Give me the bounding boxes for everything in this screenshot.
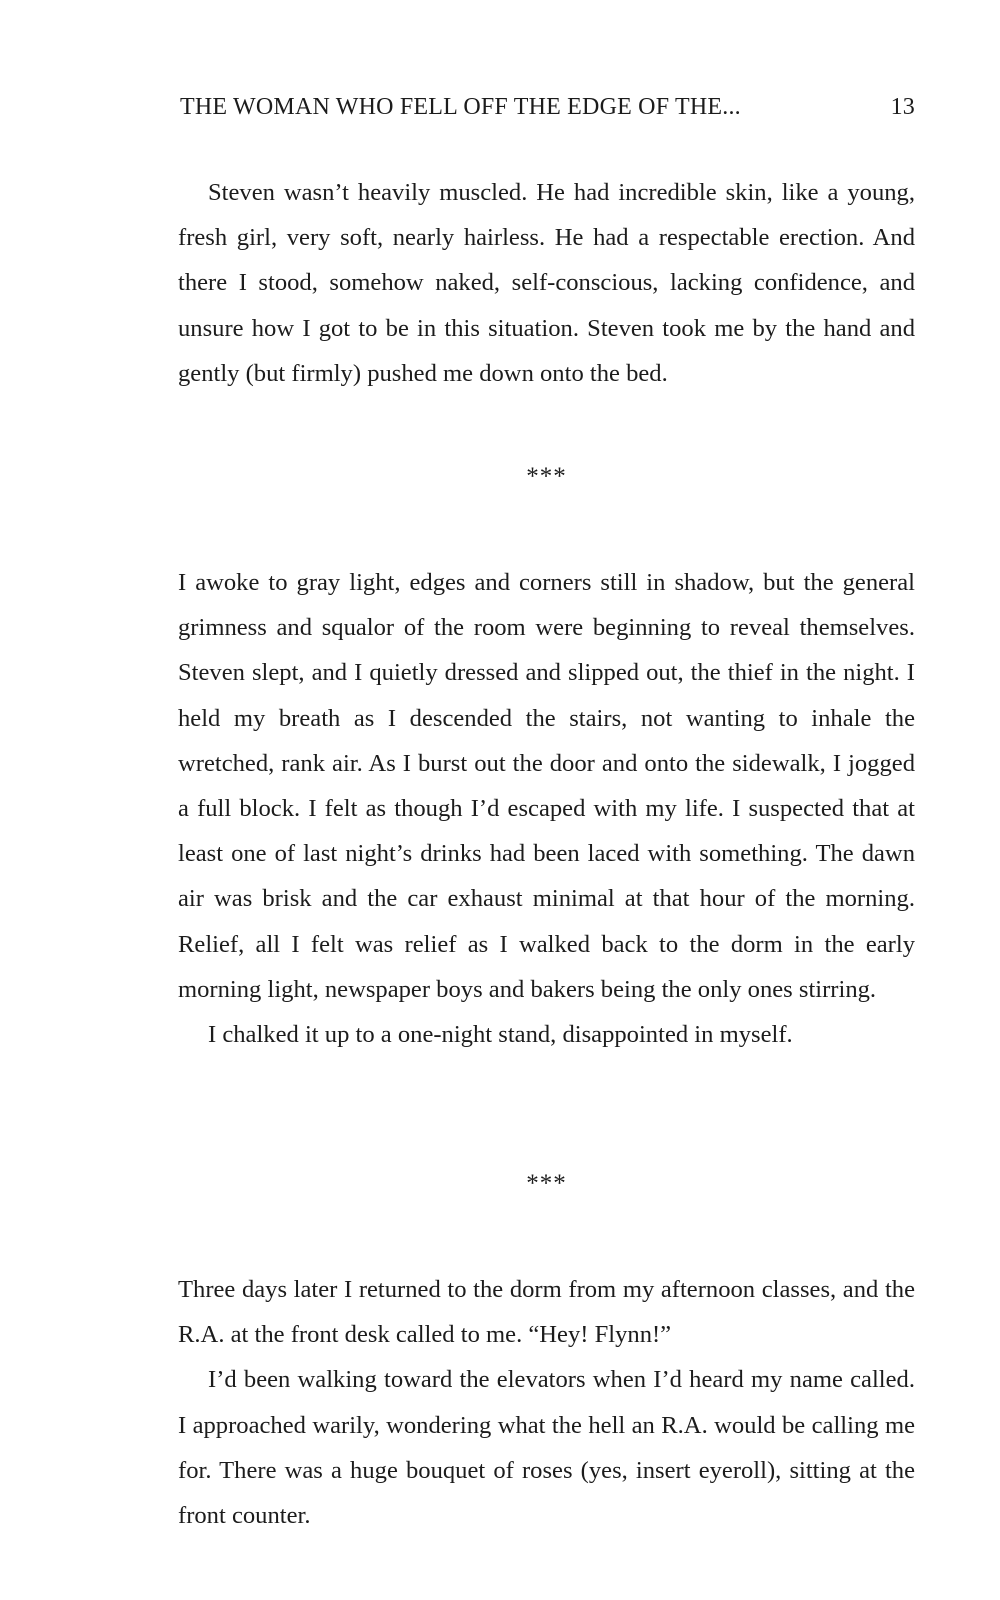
paragraph: I awoke to gray light, edges and corners still in shadow, but the general grimness and squalor of the room were beginning to reveal themselves. Steven slept, and I quietly dressed and slipped out, the thief in the night. I held my breath as I descended the stairs, not wanting to inhale the wretched, rank air. As I burst out the door and onto the sidewalk, I jogged a full block. I felt as though I’d escaped with my life. I suspected that at least one of last night’s drinks had been laced with something. The dawn air was brisk and the car exhaust minimal at that hour of the morning. Relief, all I felt was relief as I walked back to the dorm in the early morning light, newspaper boys and bakers being the only ones stirring.: [178, 569, 915, 1003]
paragraph: I’d been walking toward the elevators when I’d heard my name called. I approached warily, wondering what the hell an R.A. would be calling me for. There was a huge bouquet of roses (yes, insert eyeroll), sitting at the front counter.: [178, 1366, 915, 1530]
section-2: [178, 560, 915, 1057]
running-title: THE WOMAN WHO FELL OFF THE EDGE OF THE...: [180, 94, 741, 120]
scene-break: ***: [526, 1170, 567, 1197]
page-number: 13: [890, 94, 915, 120]
running-header: [180, 90, 915, 124]
paragraph: Steven wasn’t heavily muscled. He had incredible skin, like a young, fresh girl, very soft, nearly hairless. He had a respectable erection. And there I stood, somehow naked, self-conscious, lacking confidence, and unsure how I got to be in this situation. Steven took me by the hand and gently (but firmly) pushed me down onto the bed.: [178, 179, 915, 387]
paragraph: Three days later I returned to the dorm from my afternoon classes, and the R.A. at the front desk called to me. “Hey! Flynn!”: [178, 1276, 915, 1349]
section-1: [178, 170, 915, 396]
paragraph: I chalked it up to a one-night stand, disappointed in myself.: [208, 1021, 793, 1049]
scene-break: ***: [526, 463, 567, 490]
section-3: [178, 1267, 915, 1538]
